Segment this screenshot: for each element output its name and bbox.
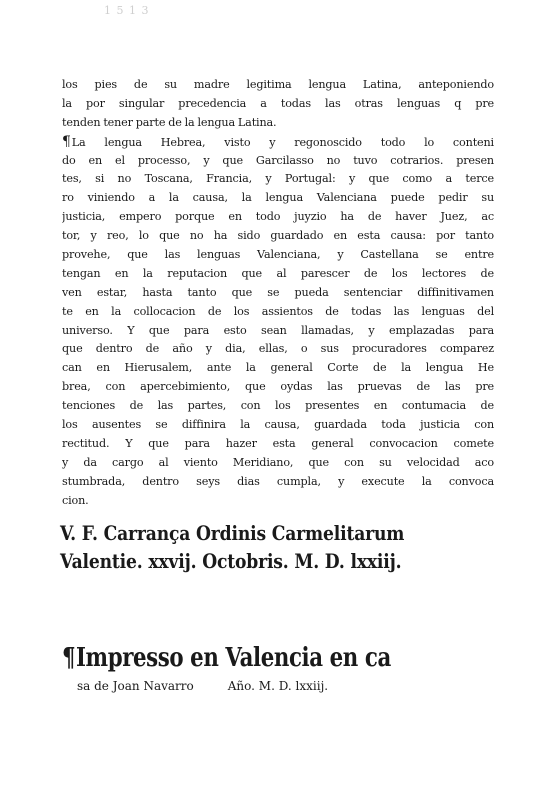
text-line: do en el processo, y que Garcilasso no tuvo cotrarios. presen (62, 153, 494, 167)
colophon-title (62, 640, 416, 676)
text-line: brea, con apercebimiento, que oydas las pruevas de las pre (62, 380, 494, 394)
colophon-printer: sa de Joan Navarro (77, 679, 194, 693)
text-line: ro viniendo a la causa, la lengua Valenciana puede pedir su (62, 191, 494, 205)
text-line: los ausentes se diffinira la causa, guardada toda justicia con (62, 418, 494, 432)
signature-block (60, 520, 494, 576)
text-line: can en Hierusalem, ante la general Corte de la lengua He (62, 361, 494, 375)
text-line: universo. Y que para esto sean llamadas, y emplazadas para (62, 323, 494, 337)
text-line: y da cargo al viento Meridiano, que con su velocidad aco (62, 455, 494, 469)
text-line: tes, si no Toscana, Francia, y Portugal: y que como a terce (62, 172, 494, 186)
text-line: los pies de su madre legitima lengua Latina, anteponiendo (62, 78, 494, 91)
text-line: te en la collocacion de los assientos de todas las lenguas del (62, 304, 494, 318)
colophon (62, 640, 494, 696)
colophon-imprint (62, 676, 494, 696)
text-line-content: La lengua Hebrea, visto y regonoscido todo lo conteni (71, 135, 494, 149)
colophon-title-text: Impresso en Valencia en ca (75, 643, 391, 673)
body-text (62, 76, 494, 510)
text-line: cion. (62, 493, 89, 507)
paragraph-mark-icon: ¶ (62, 133, 71, 150)
text-line: que dentro de año y dia, ellas, o sus procuradores comparez (62, 342, 494, 356)
text-line: tengan en la reputacion que al parescer de los lectores de (62, 266, 494, 280)
text-line (62, 133, 494, 152)
page-mark: 1 5 1 3 (104, 4, 150, 17)
text-line: tenciones de las partes, con los presentes en contumacia de (62, 399, 494, 413)
text-line: provehe, que las lenguas Valenciana, y Castellana se entre (62, 248, 494, 262)
paragraph-mark-icon: ¶ (62, 643, 76, 673)
text-line: rectitud. Y que para hazer esta general convocacion comete (62, 436, 494, 450)
text-line: tenden tener parte de la lengua Latina. (62, 115, 277, 129)
signature-date-line: Valentie. xxvij. Octobris. M. D. lxxiij. (60, 550, 402, 573)
text-line: stumbrada, dentro seys dias cumpla, y execute la convoca (62, 474, 494, 488)
text-line: justicia, empero porque en todo juyzio ha de haver Juez, ac (62, 210, 494, 224)
text-line: la por singular precedencia a todas las otras lenguas q pre (62, 96, 494, 110)
text-line: ven estar, hasta tanto que se pueda sentenciar diffinitivamen (62, 285, 494, 299)
signature-line: V. F. Carrança Ordinis Carmelitarum (60, 522, 405, 545)
text-line: tor, y reo, lo que no ha sido guardado en esta causa: por tanto (62, 229, 494, 243)
colophon-year: Año. M. D. lxxiij. (227, 679, 329, 693)
